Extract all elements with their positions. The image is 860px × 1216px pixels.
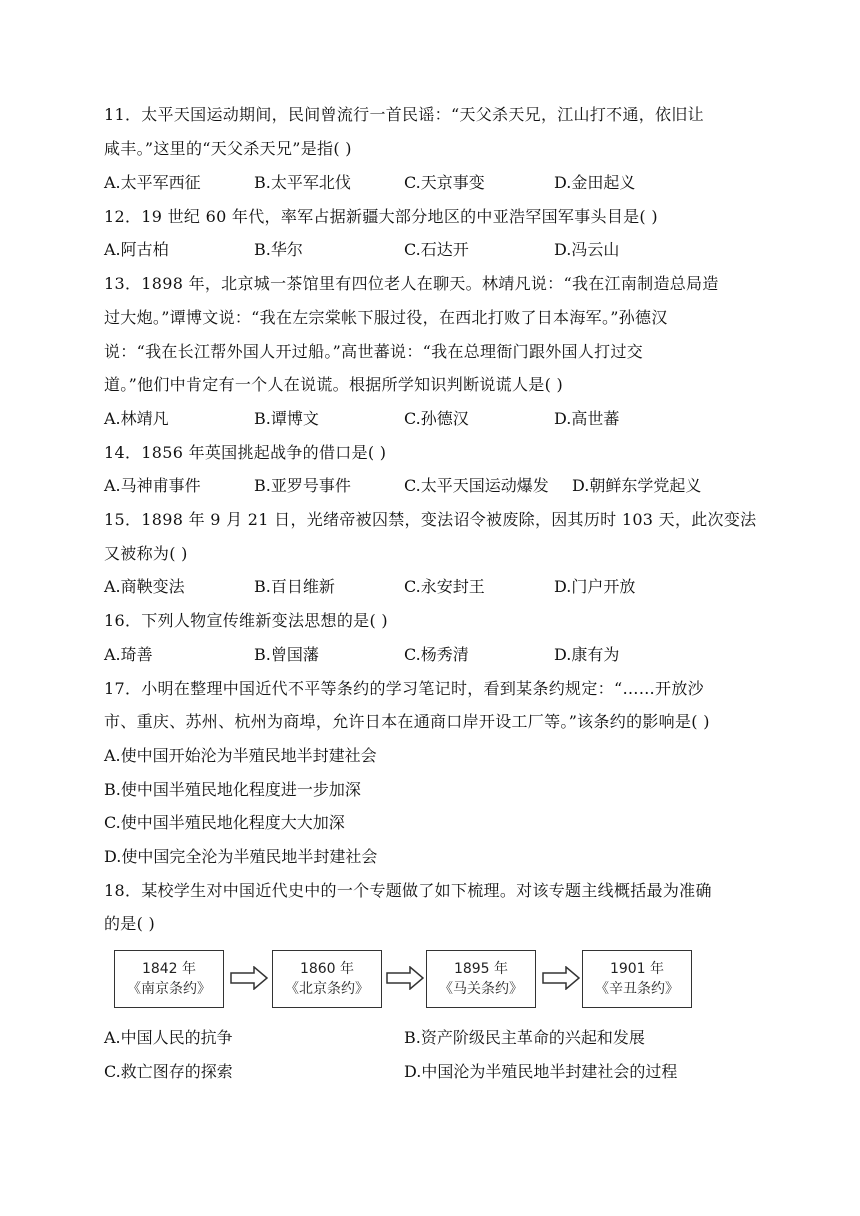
q16-option-a: A.琦善 [104, 645, 153, 664]
q17-option-c: C.使中国半殖民地化程度大大加深 [104, 813, 345, 832]
q13-option-b: B.谭博文 [254, 409, 319, 428]
q14-option-a: A.马神甫事件 [104, 476, 201, 495]
flow-box-4-treaty: 《辛丑条约》 [595, 981, 679, 997]
q14-option-c: C.太平天国运动爆发 [404, 476, 549, 495]
q17-option-a: A.使中国开始沦为半殖民地半封建社会 [104, 746, 377, 765]
q17-option-b: B.使中国半殖民地化程度进一步加深 [104, 780, 361, 799]
flow-box-3 [426, 950, 536, 1008]
q14-option-d: D.朝鲜东学党起义 [572, 476, 702, 495]
question-11-line-1: 11．太平天国运动期间，民间曾流行一首民谣：“天父杀天兄，江山打不通，依旧让 [104, 105, 704, 124]
question-13-line-3: 说：“我在长江帮外国人开过船。”高世蕃说：“我在总理衙门跟外国人打过交 [104, 342, 644, 361]
question-16-line-1: 16．下列人物宣传维新变法思想的是( ) [104, 611, 388, 630]
q13-option-c: C.孙德汉 [404, 409, 469, 428]
q15-option-d: D.门户开放 [554, 577, 636, 596]
flow-arrow-icon [542, 966, 580, 990]
question-14-line-1: 14．1856 年英国挑起战争的借口是( ) [104, 443, 387, 462]
q11-option-d: D.金田起义 [554, 173, 636, 192]
question-13-line-2: 过大炮。”谭博文说：“我在左宗棠帐下服过役，在西北打败了日本海军。”孙德汉 [104, 308, 668, 327]
flow-arrow-icon [386, 966, 424, 990]
q12-option-c: C.石达开 [404, 240, 469, 259]
treaty-flow-diagram [114, 950, 714, 1014]
question-11-line-2: 咸丰。”这里的“天父杀天兄”是指( ) [104, 139, 352, 158]
q16-option-c: C.杨秀清 [404, 645, 469, 664]
q11-option-b: B.太平军北伐 [254, 173, 351, 192]
q12-option-a: A.阿古柏 [104, 240, 169, 259]
q15-option-c: C.永安封王 [404, 577, 485, 596]
flow-box-4 [582, 950, 692, 1008]
q18-option-d: D.中国沦为半殖民地半封建社会的过程 [404, 1062, 678, 1081]
flow-arrow-icon [230, 966, 268, 990]
q15-option-a: A.商鞅变法 [104, 577, 185, 596]
question-12-line-1: 12．19 世纪 60 年代，率军占据新疆大部分地区的中亚浩罕国军事头目是( ) [104, 207, 658, 226]
q13-option-d: D.高世蕃 [554, 409, 620, 428]
q12-option-d: D.冯云山 [554, 240, 620, 259]
q11-option-c: C.天京事变 [404, 173, 485, 192]
question-18-line-2: 的是( ) [104, 914, 156, 933]
q12-option-b: B.华尔 [254, 240, 303, 259]
q18-option-b: B.资产阶级民主革命的兴起和发展 [404, 1028, 645, 1047]
q14-option-b: B.亚罗号事件 [254, 476, 351, 495]
q18-option-c: C.救亡图存的探索 [104, 1062, 233, 1081]
flow-box-3-year: 1895 年 [453, 961, 509, 977]
flow-box-3-treaty: 《马关条约》 [439, 981, 523, 997]
question-17-line-2: 市、重庆、苏州、杭州为商埠，允许日本在通商口岸开设工厂等。”该条约的影响是( ) [104, 712, 710, 731]
flow-box-1-treaty: 《南京条约》 [127, 981, 211, 997]
q16-option-b: B.曾国藩 [254, 645, 319, 664]
question-15-line-1: 15．1898 年 9 月 21 日，光绪帝被囚禁，变法诏令被废除，因其历时 103 天，此次变法 [104, 510, 757, 529]
question-18-line-1: 18．某校学生对中国近代史中的一个专题做了如下梳理。对该专题主线概括最为准确 [104, 881, 712, 900]
flow-box-2-treaty: 《北京条约》 [285, 981, 369, 997]
q11-option-a: A.太平军西征 [104, 173, 201, 192]
flow-box-4-year: 1901 年 [609, 961, 665, 977]
flow-box-2-year: 1860 年 [299, 961, 355, 977]
flow-box-1 [114, 950, 224, 1008]
q18-option-a: A.中国人民的抗争 [104, 1028, 233, 1047]
q17-option-d: D.使中国完全沦为半殖民地半封建社会 [104, 847, 378, 866]
question-15-line-2: 又被称为( ) [104, 544, 188, 563]
flow-box-1-year: 1842 年 [141, 961, 197, 977]
q13-option-a: A.林靖凡 [104, 409, 169, 428]
q16-option-d: D.康有为 [554, 645, 620, 664]
question-17-line-1: 17．小明在整理中国近代不平等条约的学习笔记时，看到某条约规定：“……开放沙 [104, 679, 704, 698]
question-13-line-1: 13．1898 年，北京城一茶馆里有四位老人在聊天。林靖凡说：“我在江南制造总局造 [104, 274, 719, 293]
q15-option-b: B.百日维新 [254, 577, 335, 596]
flow-box-2 [272, 950, 382, 1008]
question-13-line-4: 道。”他们中肯定有一个人在说谎。根据所学知识判断说谎人是( ) [104, 375, 564, 394]
